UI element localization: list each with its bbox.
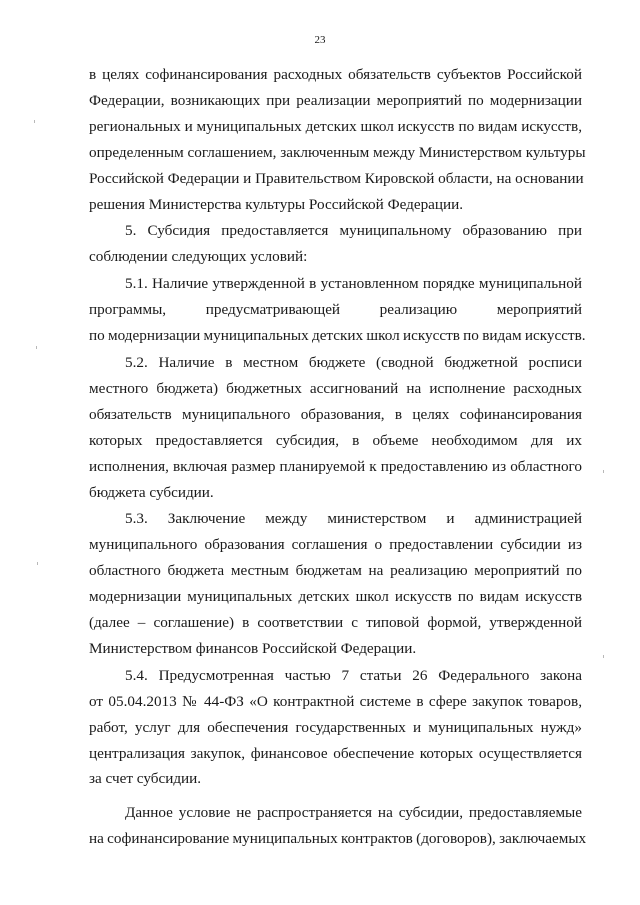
page-number: 23: [314, 34, 326, 46]
text-line: 5. Субсидия предоставляется муниципальному образованию при: [125, 222, 582, 240]
text-line: решения Министерства культуры Российской Федерации.: [89, 195, 464, 213]
text-line: программы, предусматривающей реализацию мероприятий: [89, 301, 582, 319]
text-line: (далее – соглашение) в соответствии с типовой формой, утвержденной: [89, 614, 582, 632]
text-line: соблюдении следующих условий:: [89, 248, 308, 266]
paragraph-item-5-2: [89, 350, 582, 505]
text-line: местного бюджета) бюджетных ассигнований на исполнение расходных: [89, 379, 582, 397]
text-line: 5.2. Наличие в местном бюджете (сводной бюджетной росписи: [125, 353, 582, 371]
document-body: [89, 62, 587, 852]
text-line: муниципального образования соглашения о предоставлении субсидии из: [89, 536, 582, 554]
text-line: за счет субсидии.: [89, 770, 202, 788]
paragraph-item-5-1: [89, 271, 586, 349]
text-line: Министерством финансов Российской Федерации.: [89, 639, 417, 657]
text-line: региональных и муниципальных детских школ искусств по видам искусств,: [89, 117, 582, 135]
text-line: 5.1. Наличие утвержденной в установленном порядке муниципальной: [125, 275, 582, 293]
text-line: Российской Федерации и Правительством Кировской области, на основании: [89, 169, 584, 187]
text-line: по модернизации муниципальных детских школ искусств по видам искусств.: [89, 327, 586, 345]
text-line: 5.3. Заключение между министерством и администрацией: [125, 510, 582, 528]
text-line: модернизации муниципальных детских школ искусств по видам искусств: [89, 588, 582, 606]
text-line: от 05.04.2013 № 44-ФЗ «О контрактной системе в сфере закупок товаров,: [89, 692, 582, 710]
text-line: которых предоставляется субсидия, в объеме необходимом для их: [89, 431, 582, 449]
scan-speck: [36, 346, 37, 349]
text-line: обязательств муниципального образования, в целях софинансирования: [89, 405, 582, 423]
text-line: Федерации, возникающих при реализации мероприятий по модернизации: [89, 91, 582, 109]
text-line: 5.4. Предусмотренная частью 7 статьи 26 Федерального закона: [125, 666, 582, 684]
paragraph-item-5-4: [89, 663, 582, 793]
paragraph-item-5-3: [89, 506, 582, 661]
text-line: на софинансирование муниципальных контрактов (договоров), заключаемых: [89, 830, 587, 848]
scan-speck: [603, 655, 604, 658]
paragraph-exception: [89, 800, 587, 852]
text-line: централизация закупок, финансовое обеспечение которых осуществляется: [89, 744, 582, 762]
text-line: в целях софинансирования расходных обязательств субъектов Российской: [89, 66, 582, 83]
paragraph-intro: [89, 62, 586, 217]
scan-speck: [37, 562, 38, 565]
paragraph-item-5: [89, 218, 582, 270]
text-line: бюджета субсидии.: [89, 483, 214, 501]
text-line: исполнения, включая размер планируемой к предоставлению из областного: [89, 457, 582, 475]
text-line: определенным соглашением, заключенным между Министерством культуры: [89, 143, 586, 161]
text-line: Данное условие не распространяется на субсидии, предоставляемые: [125, 804, 582, 822]
text-line: работ, услуг для обеспечения государственных и муниципальных нужд»: [89, 718, 582, 736]
text-line: областного бюджета местным бюджетам на реализацию мероприятий по: [89, 562, 582, 580]
scan-speck: [603, 470, 604, 473]
scan-speck: [34, 120, 35, 123]
